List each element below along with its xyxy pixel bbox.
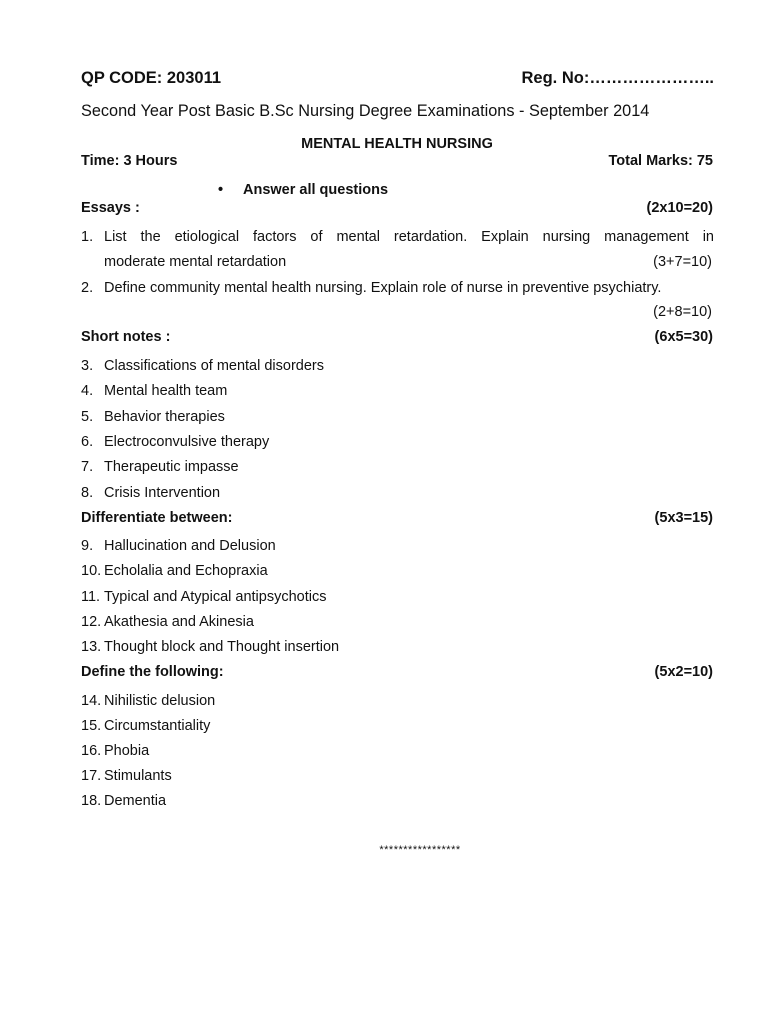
item-text: Classifications of mental disorders bbox=[104, 358, 325, 374]
subject-title: MENTAL HEALTH NURSING bbox=[301, 136, 493, 152]
item-text: Crisis Intervention bbox=[104, 485, 221, 501]
question-text: List the etiological factors of mental retardation. Explain nursing management in bbox=[104, 229, 714, 245]
item-number: 8. bbox=[81, 485, 94, 501]
essays-marks: (2x10=20) bbox=[646, 200, 713, 216]
list-item bbox=[0, 589, 768, 609]
item-number: 18. bbox=[81, 793, 102, 809]
question-number: 2. bbox=[81, 280, 94, 296]
item-text: Dementia bbox=[104, 793, 167, 809]
item-text: Nihilistic delusion bbox=[104, 693, 216, 709]
qp-code: QP CODE: 203011 bbox=[81, 69, 222, 87]
essays-heading: Essays : bbox=[81, 200, 140, 216]
reg-no: Reg. No:………………….. bbox=[521, 69, 714, 87]
list-item bbox=[0, 768, 768, 788]
question-text: Define community mental health nursing. Explain role of nurse in preventive psychiatry. bbox=[104, 280, 662, 296]
short-notes-heading: Short notes : bbox=[81, 329, 171, 345]
item-number: 17. bbox=[81, 768, 102, 784]
list-item bbox=[0, 793, 768, 813]
define-heading: Define the following: bbox=[81, 664, 224, 680]
item-text: Circumstantiality bbox=[104, 718, 211, 734]
list-item bbox=[0, 485, 768, 505]
item-number: 4. bbox=[81, 383, 94, 399]
item-number: 11. bbox=[81, 589, 101, 605]
total-marks: Total Marks: 75 bbox=[608, 153, 713, 169]
list-item bbox=[0, 743, 768, 763]
differentiate-marks: (5x3=15) bbox=[654, 510, 713, 526]
item-text: Echolalia and Echopraxia bbox=[104, 563, 268, 579]
question-number: 1. bbox=[81, 229, 94, 245]
instruction: Answer all questions bbox=[243, 182, 389, 198]
item-number: 15. bbox=[81, 718, 102, 734]
item-number: 13. bbox=[81, 639, 102, 655]
define-marks: (5x2=10) bbox=[654, 664, 713, 680]
list-item bbox=[0, 718, 768, 738]
list-item bbox=[0, 434, 768, 454]
short-notes-marks: (6x5=30) bbox=[654, 329, 713, 345]
list-item bbox=[0, 538, 768, 558]
item-number: 16. bbox=[81, 743, 102, 759]
item-text: Thought block and Thought insertion bbox=[104, 639, 340, 655]
item-text: Phobia bbox=[104, 743, 150, 759]
bullet-icon: • bbox=[218, 182, 224, 198]
question-text-continued: moderate mental retardation bbox=[104, 254, 287, 270]
list-item bbox=[0, 409, 768, 429]
end-of-paper-stars: ***************** bbox=[379, 844, 461, 856]
item-number: 5. bbox=[81, 409, 94, 425]
item-number: 6. bbox=[81, 434, 94, 450]
question-marks: (2+8=10) bbox=[653, 304, 712, 320]
item-number: 9. bbox=[81, 538, 94, 554]
time-label: Time: 3 Hours bbox=[81, 153, 178, 169]
item-text: Mental health team bbox=[104, 383, 228, 399]
list-item bbox=[0, 614, 768, 634]
item-text: Electroconvulsive therapy bbox=[104, 434, 270, 450]
list-item bbox=[0, 639, 768, 659]
item-number: 7. bbox=[81, 459, 94, 475]
list-item bbox=[0, 383, 768, 403]
item-text: Akathesia and Akinesia bbox=[104, 614, 254, 630]
item-number: 14. bbox=[81, 693, 102, 709]
item-text: Stimulants bbox=[104, 768, 172, 784]
question-marks: (3+7=10) bbox=[653, 254, 712, 270]
exam-title: Second Year Post Basic B.Sc Nursing Degree Examinations - September 2014 bbox=[81, 102, 650, 120]
item-text: Therapeutic impasse bbox=[104, 459, 239, 475]
list-item bbox=[0, 358, 768, 378]
item-number: 10. bbox=[81, 563, 102, 579]
item-text: Hallucination and Delusion bbox=[104, 538, 276, 554]
item-number: 3. bbox=[81, 358, 94, 374]
differentiate-heading: Differentiate between: bbox=[81, 510, 233, 526]
list-item bbox=[0, 563, 768, 583]
item-text: Typical and Atypical antipsychotics bbox=[104, 589, 327, 605]
item-number: 12. bbox=[81, 614, 102, 630]
list-item bbox=[0, 693, 768, 713]
item-text: Behavior therapies bbox=[104, 409, 225, 425]
list-item bbox=[0, 459, 768, 479]
